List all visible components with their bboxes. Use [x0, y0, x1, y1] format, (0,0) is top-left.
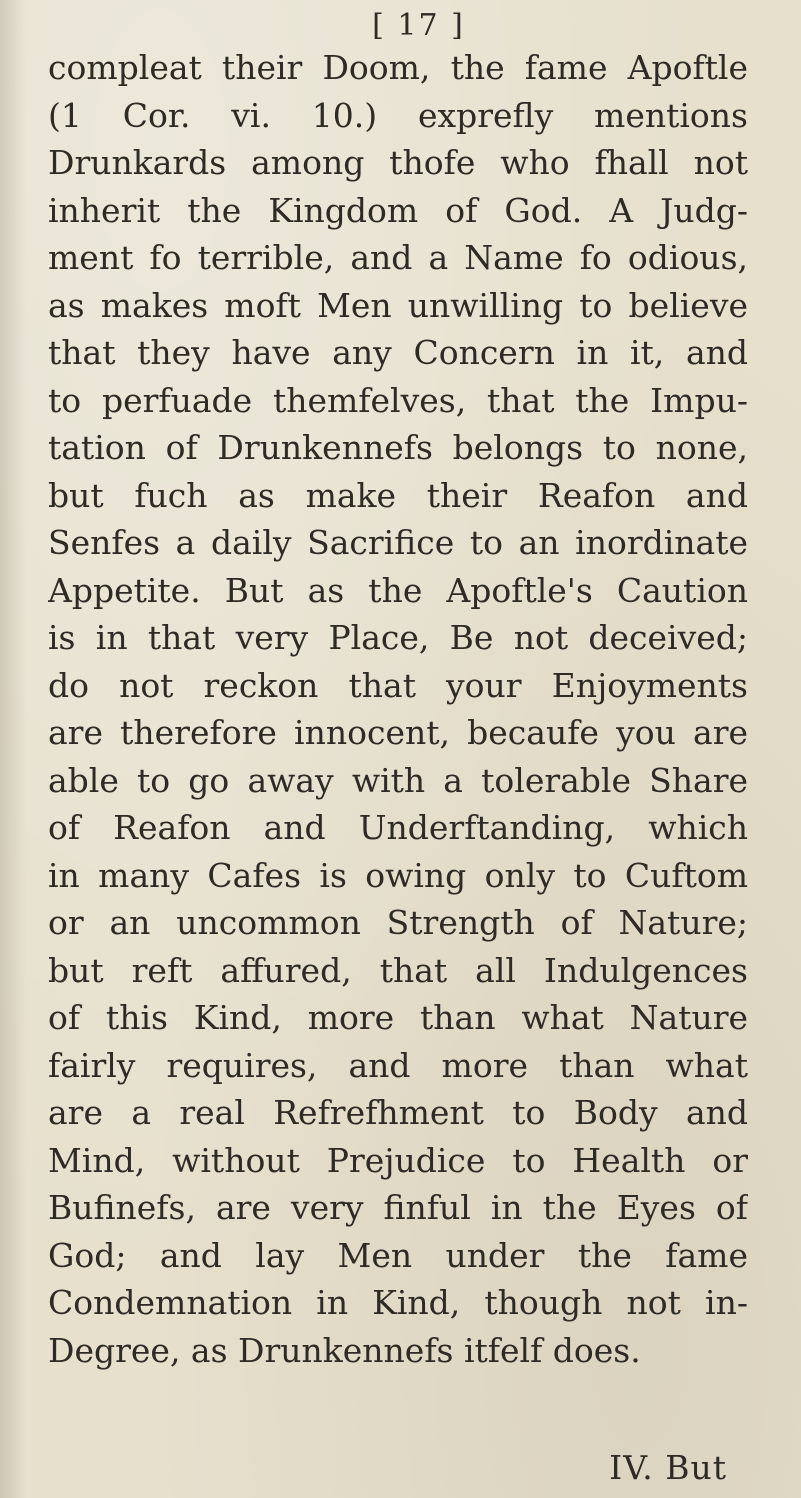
text-line: ment fo terrible, and a Name fo odious,: [48, 238, 748, 277]
catchword: IV. But: [609, 1448, 727, 1487]
text-line: compleat their Doom, the fame Apoftle: [48, 48, 748, 87]
text-line: do not reckon that your Enjoyments: [48, 665, 748, 705]
text-line: but fuch as make their Reafon and: [48, 475, 748, 515]
text-line: as makes moft Men unwilling to believe: [48, 285, 748, 325]
text-line: Degree, as Drunkennefs itfelf does.: [48, 1330, 641, 1370]
text-line: Senfes a daily Sacrifice to an inordinate: [48, 523, 748, 562]
text-line: Bufinefs, are very finful in the Eyes of: [48, 1188, 748, 1227]
text-line: to perfuade themfelves, that the Impu-: [48, 380, 748, 420]
text-line: but reft affured, that all Indulgences: [48, 950, 748, 990]
text-line: (1 Cor. vi. 10.) exprefly mentions: [48, 95, 748, 135]
text-line: inherit the Kingdom of God. A Judg-: [48, 190, 748, 230]
text-line: God; and lay Men under the fame: [48, 1235, 748, 1275]
page-gutter-shadow: [0, 0, 26, 1498]
text-line: are a real Refrefhment to Body and: [48, 1093, 748, 1132]
text-line: that they have any Concern in it, and: [48, 333, 748, 372]
text-line: tation of Drunkennefs belongs to none,: [48, 428, 748, 467]
text-line: Appetite. But as the Apoftle's Caution: [48, 570, 748, 610]
text-line: or an uncommon Strength of Nature;: [48, 903, 748, 942]
text-line: able to go away with a tolerable Share: [48, 760, 748, 800]
body-text: [48, 44, 748, 1374]
text-line: fairly requires, and more than what: [48, 1045, 748, 1085]
page-number-header: [ 17 ]: [372, 8, 465, 43]
text-line: Mind, without Prejudice to Health or: [48, 1140, 748, 1180]
text-line: in many Cafes is owing only to Cuftom: [48, 855, 748, 895]
text-line: Drunkards among thofe who fhall not: [48, 143, 748, 182]
text-line: of Reafon and Underftanding, which: [48, 808, 748, 847]
text-line: are therefore innocent, becaufe you are: [48, 713, 748, 752]
text-line: of this Kind, more than what Nature: [48, 998, 748, 1037]
text-line: is in that very Place, Be not deceived;: [48, 618, 748, 657]
text-line: Condemnation in Kind, though not in-: [48, 1283, 748, 1322]
